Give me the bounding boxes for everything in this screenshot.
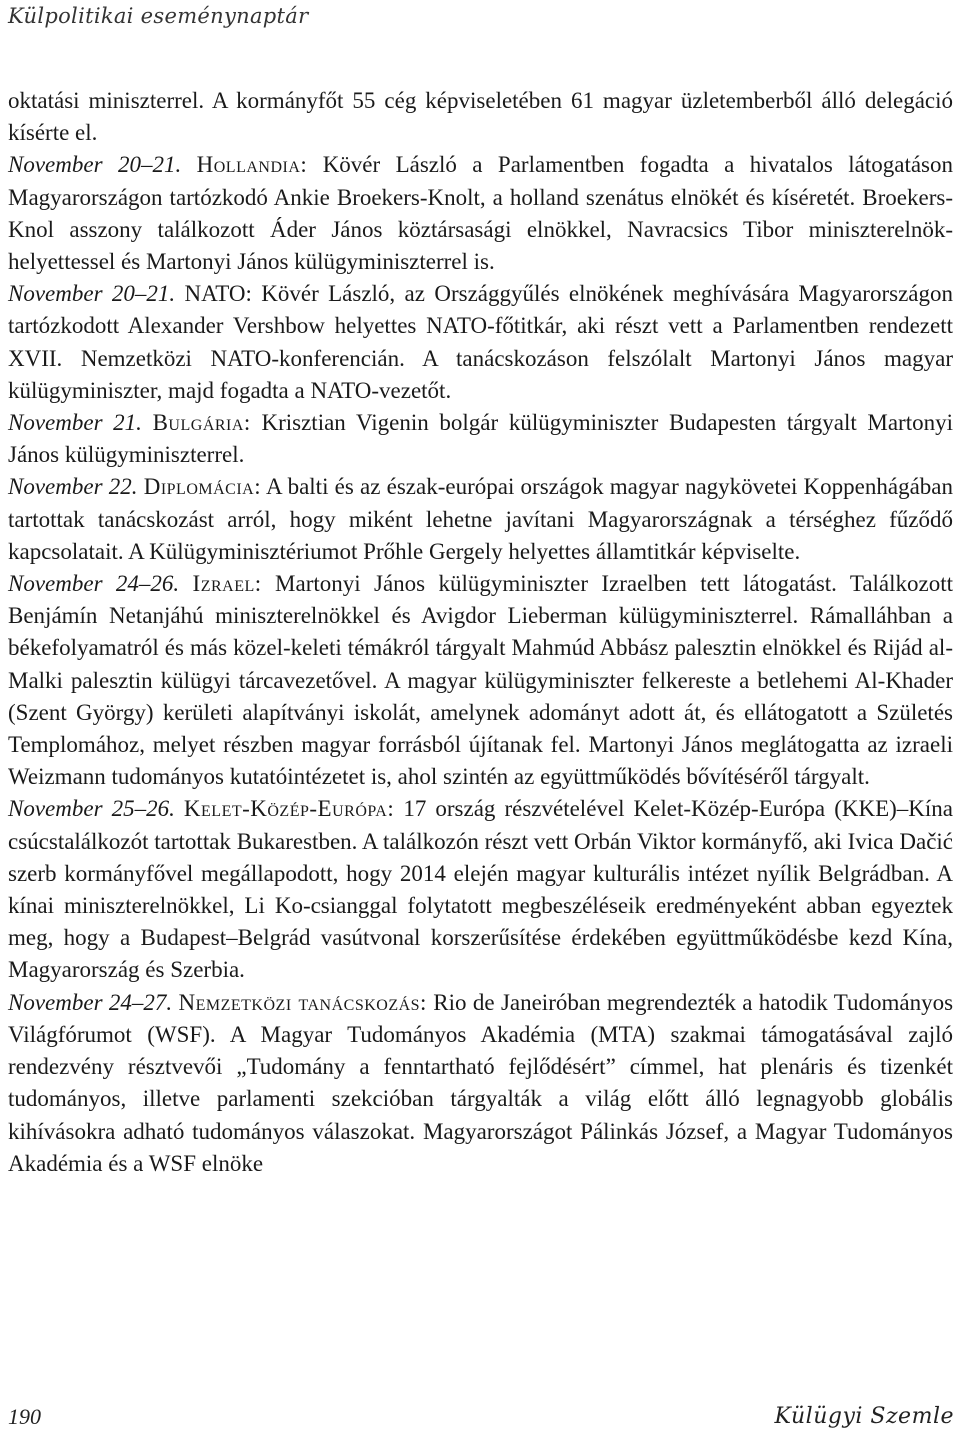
entry-date: November 24–27. [8, 989, 173, 1015]
entry-text: Krisztian Vigenin bolgár külügyminiszter Budapesten tárgyalt Martonyi János külügyminiszterrel. [8, 410, 953, 468]
entry-date: November 24–26. [8, 571, 180, 597]
entry-text: Martonyi János külügyminiszter Izraelben tett látogatást. Találkozott Benjámín Netanjáhú miniszterelnökkel és Avigdor Lieberman külügyminiszterrel. Rámalláhban a békefolyamatról és más közel-keleti témákról tárgyalt Mahmúd Abbász palesztin elnökkel és Rijád al-Malki palesztin külügyi tárcavezetővel. A magyar külügyminiszter felkereste a betlehemi Al-Khader (Szent György) kerületi alapítványi iskolát, amelynek adományt adott át, és ellátogatott a Születés Templomához, melyet részben magyar forrásból újítanak fel. Martonyi János meglátogatta az izraeli Weizmann tudományos kutatóintézetet is, ahol szintén az együttműködés bővítéséről tárgyalt. [8, 571, 954, 790]
entry-paragraph [8, 471, 953, 568]
entry-date: November 20–21. [8, 281, 176, 307]
entry-date: November 21. [8, 410, 142, 436]
entry-paragraph [8, 793, 953, 986]
entry-country: Bulgária: [152, 410, 251, 436]
entry-paragraph [8, 85, 953, 149]
journal-title: Külügyi Szemle [774, 1404, 954, 1429]
page-body [8, 85, 953, 1180]
entry-paragraph [8, 568, 953, 793]
entry-country: Diplomácia: [143, 474, 262, 500]
entry-country: Hollandia: [196, 152, 308, 178]
entry-paragraph [8, 407, 953, 471]
entry-country: Nemzetközi tanácskozás: [178, 989, 427, 1015]
entry-date: November 25–26. [8, 796, 175, 822]
entry-text: NATO: Kövér László, az Országgyűlés elnökének meghívására Magyarországon tartózkodott Alexander Vershbow helyettes NATO-főtitkár, aki részt vett a Parlamentben rendezett XVII. Nemzetközi NATO-konferencián. A tanácskozáson felszólalt Martonyi János magyar külügyminiszter, majd fogadta a NATO-vezetőt. [8, 281, 953, 403]
entry-paragraph [8, 278, 953, 407]
entry-paragraph [8, 987, 953, 1180]
entry-text: A balti és az észak-európai országok magyar nagykövetei Koppenhágában tartottak tanácskozást arról, hogy miként lehetne javítani Magyarországnak a térséghez fűződő kapcsolatait. A Külügyminisztériumot Prőhle Gergely helyettes államtitkár képviselte. [8, 474, 954, 564]
entry-text: 17 ország részvételével Kelet-Közép-Európa (KKE)–Kína csúcstalálkozót tartottak Bukarestben. A találkozón részt vett Orbán Viktor kormányfő, aki Ivica Dačić szerb kormányfővel megállapodott, hogy 2014 elején magyar kulturális intézet nyílik Belgrádban. A kínai miniszterelnökkel, Li Ko-csianggal folytatott megbeszéléseik eredményeként abban egyeztek meg, hogy a Budapest–Belgrád vasútvonal korszerűsítése érdekében együttműködésbe kezd Kína, Magyarország és Szerbia. [8, 796, 953, 983]
entry-country: Kelet-Közép-Európa: [183, 796, 395, 822]
running-header: Külpolitikai eseménynaptár [8, 4, 309, 28]
entry-paragraph [8, 149, 953, 278]
entry-text: Rio de Janeiróban megrendezték a hatodik Tudományos Világfórumot (WSF). A Magyar Tudományos Akadémia (MTA) szakmai támogatásával zajló rendezvény résztvevői „Tudomány a fenntartható fejlődésért” címmel, hat plenáris és tizenkét tudományos, illetve parlamenti szekcióban tárgyalták a világ előtt álló legnagyobb globális kihívásokra adható tudományos válaszokat. Magyarországot Pálinkás József, a Magyar Tudományos Akadémia és a WSF elnöke [8, 989, 954, 1176]
entry-country: Izrael: [192, 571, 262, 597]
entry-date: November 20–21. [8, 152, 182, 178]
entry-text: oktatási miniszterrel. A kormányfőt 55 cég képviseletében 61 magyar üzletemberből álló delegáció kísérte el. [8, 88, 953, 146]
entry-date: November 22. [8, 474, 138, 500]
entry-text: Kövér László a Parlamentben fogadta a hivatalos látogatáson Magyarországon tartózkodó Ankie Broekers-Knolt, a holland szenátus elnökét és kíséretét. Broekers-Knol asszony találkozott Áder János köztársasági elnökkel, Navracsics Tibor miniszterelnök-helyettessel és Martonyi János külügyminiszterrel is. [8, 152, 954, 275]
page-number: 190 [8, 1404, 41, 1429]
